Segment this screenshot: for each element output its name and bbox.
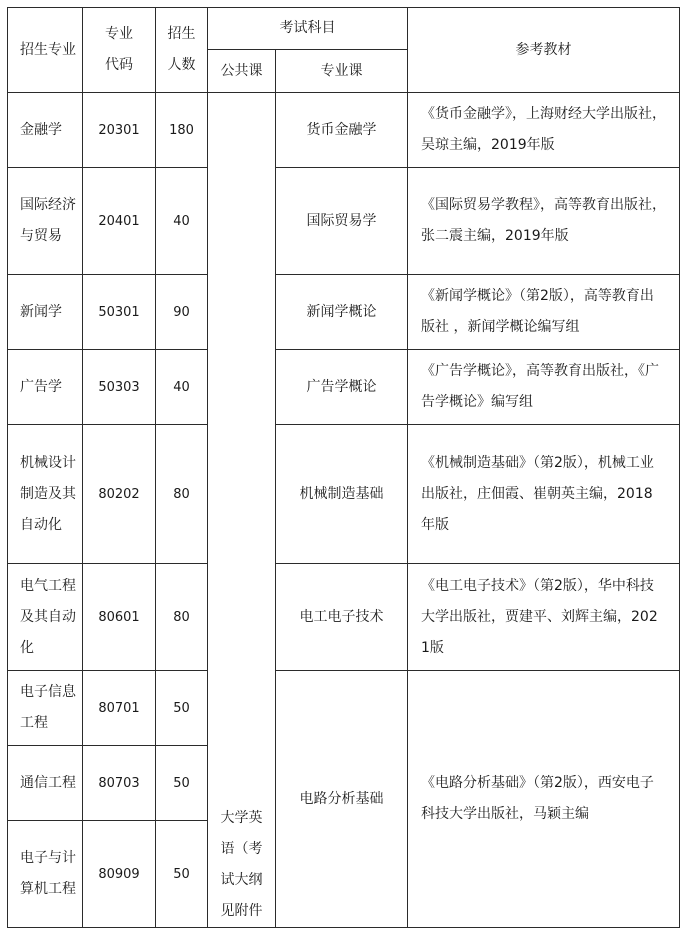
cell-code: 80601 xyxy=(83,564,156,671)
header-code: 专业代码 xyxy=(83,8,156,93)
table-row xyxy=(8,564,680,671)
cell-count: 50 xyxy=(156,671,208,746)
table-row xyxy=(8,275,680,350)
cell-major: 电子信息工程 xyxy=(8,671,83,746)
cell-count: 180 xyxy=(156,93,208,168)
cell-course: 机械制造基础 xyxy=(276,425,408,564)
cell-textbook: 《货币金融学》，上海财经大学出版社，吴琼主编，2019年版 xyxy=(408,93,680,168)
cell-course: 电工电子技术 xyxy=(276,564,408,671)
cell-textbook: 《新闻学概论》（第2版），高等教育出版社 ，新闻学概论编写组 xyxy=(408,275,680,350)
cell-course: 新闻学概论 xyxy=(276,275,408,350)
cell-count: 80 xyxy=(156,564,208,671)
cell-major: 新闻学 xyxy=(8,275,83,350)
cell-course-shared: 电路分析基础 xyxy=(276,671,408,928)
cell-count: 40 xyxy=(156,168,208,275)
admissions-table xyxy=(7,7,680,928)
header-public: 公共课 xyxy=(208,50,276,93)
cell-textbook: 《机械制造基础》（第2版），机械工业出版社，庄佃霞、崔朝英主编，2018年版 xyxy=(408,425,680,564)
header-specialty: 专业课 xyxy=(276,50,408,93)
table-row xyxy=(8,168,680,275)
cell-course: 货币金融学 xyxy=(276,93,408,168)
cell-code: 80909 xyxy=(83,821,156,928)
cell-code: 20301 xyxy=(83,93,156,168)
cell-count: 90 xyxy=(156,275,208,350)
cell-code: 80202 xyxy=(83,425,156,564)
cell-major: 电子与计算机工程 xyxy=(8,821,83,928)
cell-code: 50301 xyxy=(83,275,156,350)
cell-textbook: 《广告学概论》，高等教育出版社，《广告学概论》编写组 xyxy=(408,350,680,425)
cell-count: 80 xyxy=(156,425,208,564)
cell-major: 通信工程 xyxy=(8,746,83,821)
header-major: 招生专业 xyxy=(8,8,83,93)
cell-major: 机械设计制造及其自动化 xyxy=(8,425,83,564)
cell-textbook: 《国际贸易学教程》，高等教育出版社，张二震主编，2019年版 xyxy=(408,168,680,275)
table-row xyxy=(8,425,680,564)
cell-course: 广告学概论 xyxy=(276,350,408,425)
public-course-cell: 大学英语（考试大纲见附件 xyxy=(208,93,276,928)
cell-major: 金融学 xyxy=(8,93,83,168)
cell-code: 80701 xyxy=(83,671,156,746)
cell-code: 50303 xyxy=(83,350,156,425)
cell-textbook: 《电工电子技术》（第2版），华中科技大学出版社，贾建平、刘辉主编，2021版 xyxy=(408,564,680,671)
header-exam: 考试科目 xyxy=(208,8,408,50)
header-count: 招生人数 xyxy=(156,8,208,93)
table-row xyxy=(8,671,680,746)
cell-textbook-shared: 《电路分析基础》（第2版），西安电子科技大学出版社，马颖主编 xyxy=(408,671,680,928)
cell-count: 50 xyxy=(156,821,208,928)
cell-count: 50 xyxy=(156,746,208,821)
table-row xyxy=(8,93,680,168)
cell-course: 国际贸易学 xyxy=(276,168,408,275)
cell-count: 40 xyxy=(156,350,208,425)
table-row xyxy=(8,350,680,425)
cell-code: 20401 xyxy=(83,168,156,275)
header-textbook: 参考教材 xyxy=(408,8,680,93)
cell-major: 广告学 xyxy=(8,350,83,425)
cell-code: 80703 xyxy=(83,746,156,821)
cell-major: 国际经济与贸易 xyxy=(8,168,83,275)
cell-major: 电气工程及其自动化 xyxy=(8,564,83,671)
